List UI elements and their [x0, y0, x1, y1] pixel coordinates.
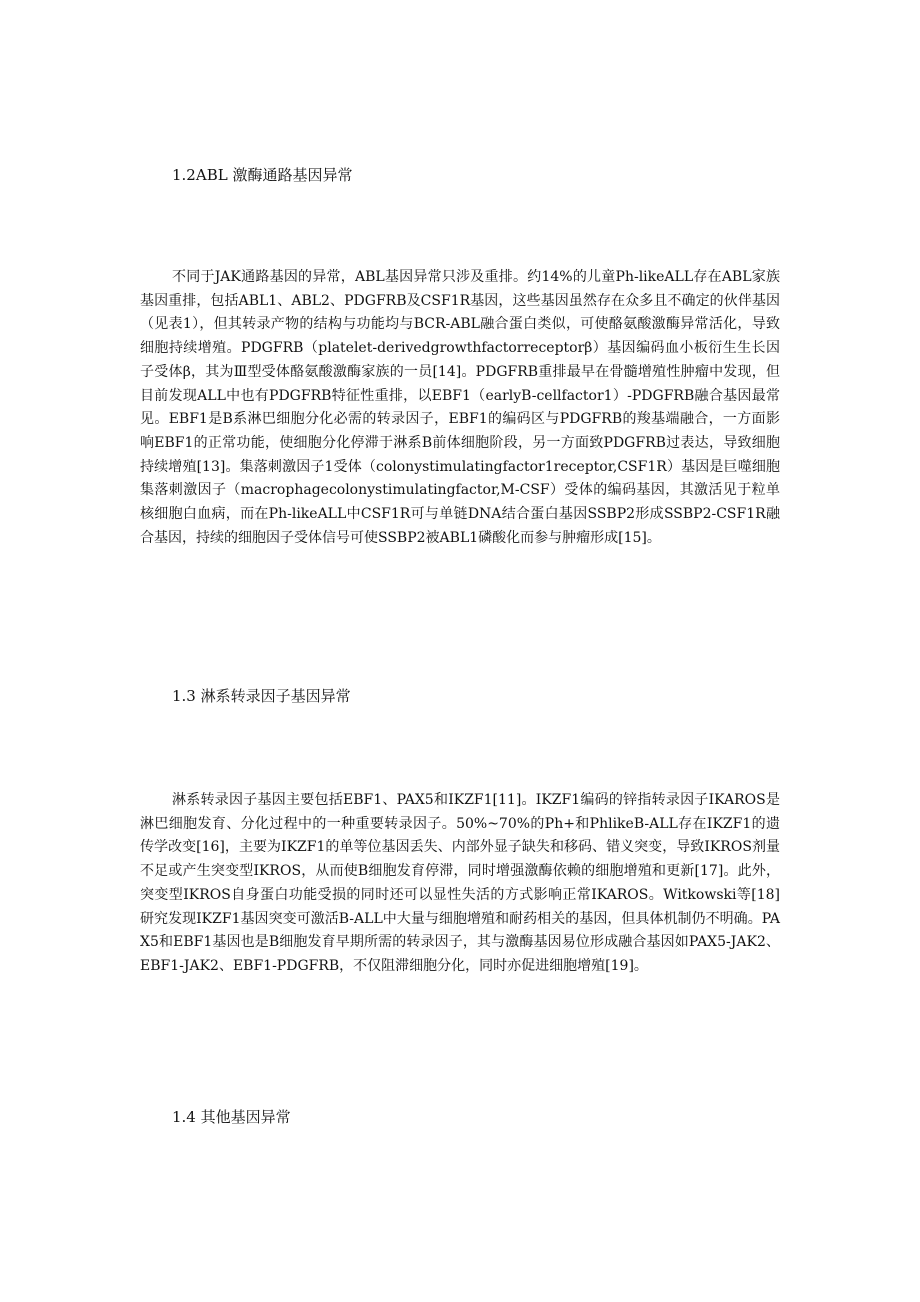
section-heading-1-4: 1.4 其他基因异常	[172, 1108, 291, 1126]
section-heading-1-2: 1.2ABL 激酶通路基因异常	[172, 166, 353, 184]
section-heading-1-3: 1.3 淋系转录因子基因异常	[172, 687, 351, 705]
paragraph-lymphoid-transcription-factors: 淋系转录因子基因主要包括EBF1、PAX5和IKZF1[11]。IKZF1编码的锌指转录因子IKAROS是淋巴细胞发育、分化过程中的一种重要转录因子。50%~70%的Ph+和PhlikeB-ALL存在IKZF1的遗传学改变[16]，主要为IKZF1的单等位基因丢失、内部外显子缺失和移码、错义突变，导致IKROS剂量不足或产生突变型IKROS，从而使B细胞发育停滞，同时增强激酶依赖的细胞增殖和更新[17]。此外，突变型IKROS自身蛋白功能受损的同时还可以显性失活的方式影响正常IKAROS。Witkowski等[18]研究发现IKZF1基因突变可激活B-ALL中大量与细胞增殖和耐药相关的基因，但具体机制仍不明确。PAX5和EBF1基因也是B细胞发育早期所需的转录因子，其与激酶基因易位形成融合基因如PAX5-JAK2、EBF1-JAK2、EBF1-PDGFRB，不仅阻滞细胞分化，同时亦促进细胞增殖[19]。	[140, 792, 780, 974]
paragraph-abl-kinase: 不同于JAK通路基因的异常，ABL基因异常只涉及重排。约14%的儿童Ph-likeALL存在ABL家族基因重排，包括ABL1、ABL2、PDGFRB及CSF1R基因，这些基因虽然存在众多且不确定的伙伴基因（见表1），但其转录产物的结构与功能均与BCR-ABL融合蛋白类似，可使酪氨酸激酶异常活化，导致细胞持续增殖。PDGFRB（platelet-derivedgrowthfactorreceptorβ）基因编码血小板衍生生长因子受体β，其为Ⅲ型受体酪氨酸激酶家族的一员[14]。PDGFRB重排最早在骨髓增殖性肿瘤中发现，但目前发现ALL中也有PDGFRB特征性重排，以EBF1（earlyB-cellfactor1）-PDGFRB融合基因最常见。EBF1是B系淋巴细胞分化必需的转录因子，EBF1的编码区与PDGFRB的羧基端融合，一方面影响EBF1的正常功能，使细胞分化停滞于淋系B前体细胞阶段，另一方面致PDGFRB过表达，导致细胞持续增殖[13]。集落刺激因子1受体（colonystimulatingfactor1receptor,CSF1R）基因是巨噬细胞集落刺激因子（macrophagecolonystimulatingfactor,M-CSF）受体的编码基因，其激活见于粒单核细胞白血病，而在Ph-likeALL中CSF1R可与单链DNA结合蛋白基因SSBP2形成SSBP2-CSF1R融合基因，持续的细胞因子受体信号可使SSBP2被ABL1磷酸化而参与肿瘤形成[15]。	[140, 269, 780, 546]
